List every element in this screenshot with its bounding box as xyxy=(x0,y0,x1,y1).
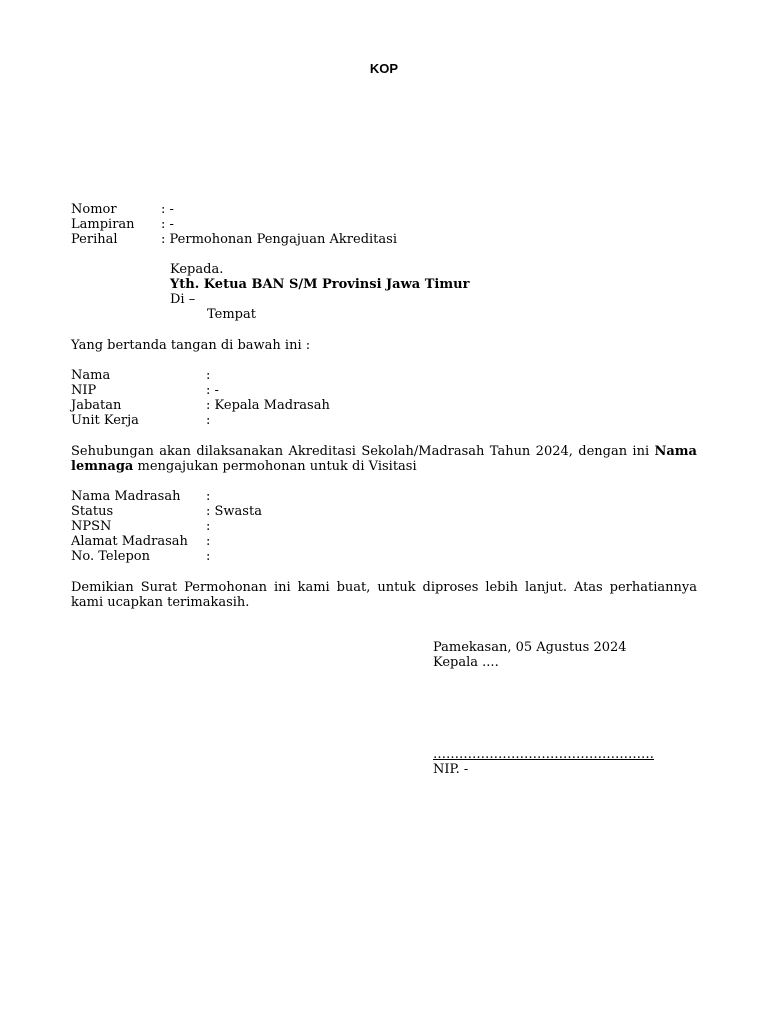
person-value: : - xyxy=(206,383,219,398)
school-row-telepon xyxy=(71,549,262,564)
body-text-before: Sehubungan akan dilaksanakan Akreditasi Sekolah/Madrasah Tahun 2024, dengan ini xyxy=(71,444,655,459)
intro-text: Yang bertanda tangan di bawah ini : xyxy=(71,338,311,353)
recipient-place: Tempat xyxy=(207,307,256,322)
letter-meta xyxy=(71,202,397,247)
person-value: : xyxy=(206,413,211,428)
body-paragraph xyxy=(71,444,697,474)
person-row-jabatan xyxy=(71,398,330,413)
school-label: NPSN xyxy=(71,519,112,534)
signature-name-line: …………………………………………… xyxy=(433,747,654,762)
signature-nip: NIP. - xyxy=(433,762,469,777)
school-label: Status xyxy=(71,504,114,519)
signature-block xyxy=(433,640,627,670)
school-label: Alamat Madrasah xyxy=(71,534,188,549)
person-label: Jabatan xyxy=(71,398,122,413)
recipient-salutation: Kepada. xyxy=(170,262,224,277)
school-label: No. Telepon xyxy=(71,549,150,564)
meta-row-nomor xyxy=(71,202,397,217)
letterhead-kop: KOP xyxy=(369,61,399,76)
school-row-nama xyxy=(71,489,262,504)
recipient-block xyxy=(170,262,469,322)
person-row-unit-kerja xyxy=(71,413,330,428)
body-text-after: mengajukan permohonan untuk di Visitasi xyxy=(133,459,417,474)
meta-label: Lampiran xyxy=(71,217,135,232)
school-details xyxy=(71,489,262,564)
meta-row-lampiran xyxy=(71,217,397,232)
meta-value: : - xyxy=(161,217,174,232)
closing-paragraph: Demikian Surat Permohonan ini kami buat, untuk diproses lebih lanjut. Atas perhatiannya kami ucapkan terimakasih. xyxy=(71,580,697,610)
school-value: : Swasta xyxy=(206,504,262,519)
person-label: Nama xyxy=(71,368,111,383)
person-value: : xyxy=(206,368,211,383)
recipient-name: Yth. Ketua BAN S/M Provinsi Jawa Timur xyxy=(170,277,470,292)
school-value: : xyxy=(206,519,211,534)
signature-name-block xyxy=(433,747,654,777)
recipient-di: Di – xyxy=(170,292,196,307)
meta-value: : Permohonan Pengajuan Akreditasi xyxy=(161,232,397,247)
school-value: : xyxy=(206,534,211,549)
school-label: Nama Madrasah xyxy=(71,489,181,504)
school-value: : xyxy=(206,549,211,564)
school-row-npsn xyxy=(71,519,262,534)
person-row-nip xyxy=(71,383,330,398)
signature-place-date: Pamekasan, 05 Agustus 2024 xyxy=(433,640,627,655)
person-row-nama xyxy=(71,368,330,383)
signer-details xyxy=(71,368,330,428)
meta-label: Nomor xyxy=(71,202,117,217)
school-value: : xyxy=(206,489,211,504)
school-row-status xyxy=(71,504,262,519)
meta-label: Perihal xyxy=(71,232,118,247)
meta-row-perihal xyxy=(71,232,397,247)
school-row-alamat xyxy=(71,534,262,549)
signature-title: Kepala .... xyxy=(433,655,499,670)
institution-name: Nama lemnaga xyxy=(71,444,697,474)
person-label: Unit Kerja xyxy=(71,413,139,428)
person-value: : Kepala Madrasah xyxy=(206,398,330,413)
person-label: NIP xyxy=(71,383,97,398)
meta-value: : - xyxy=(161,202,174,217)
